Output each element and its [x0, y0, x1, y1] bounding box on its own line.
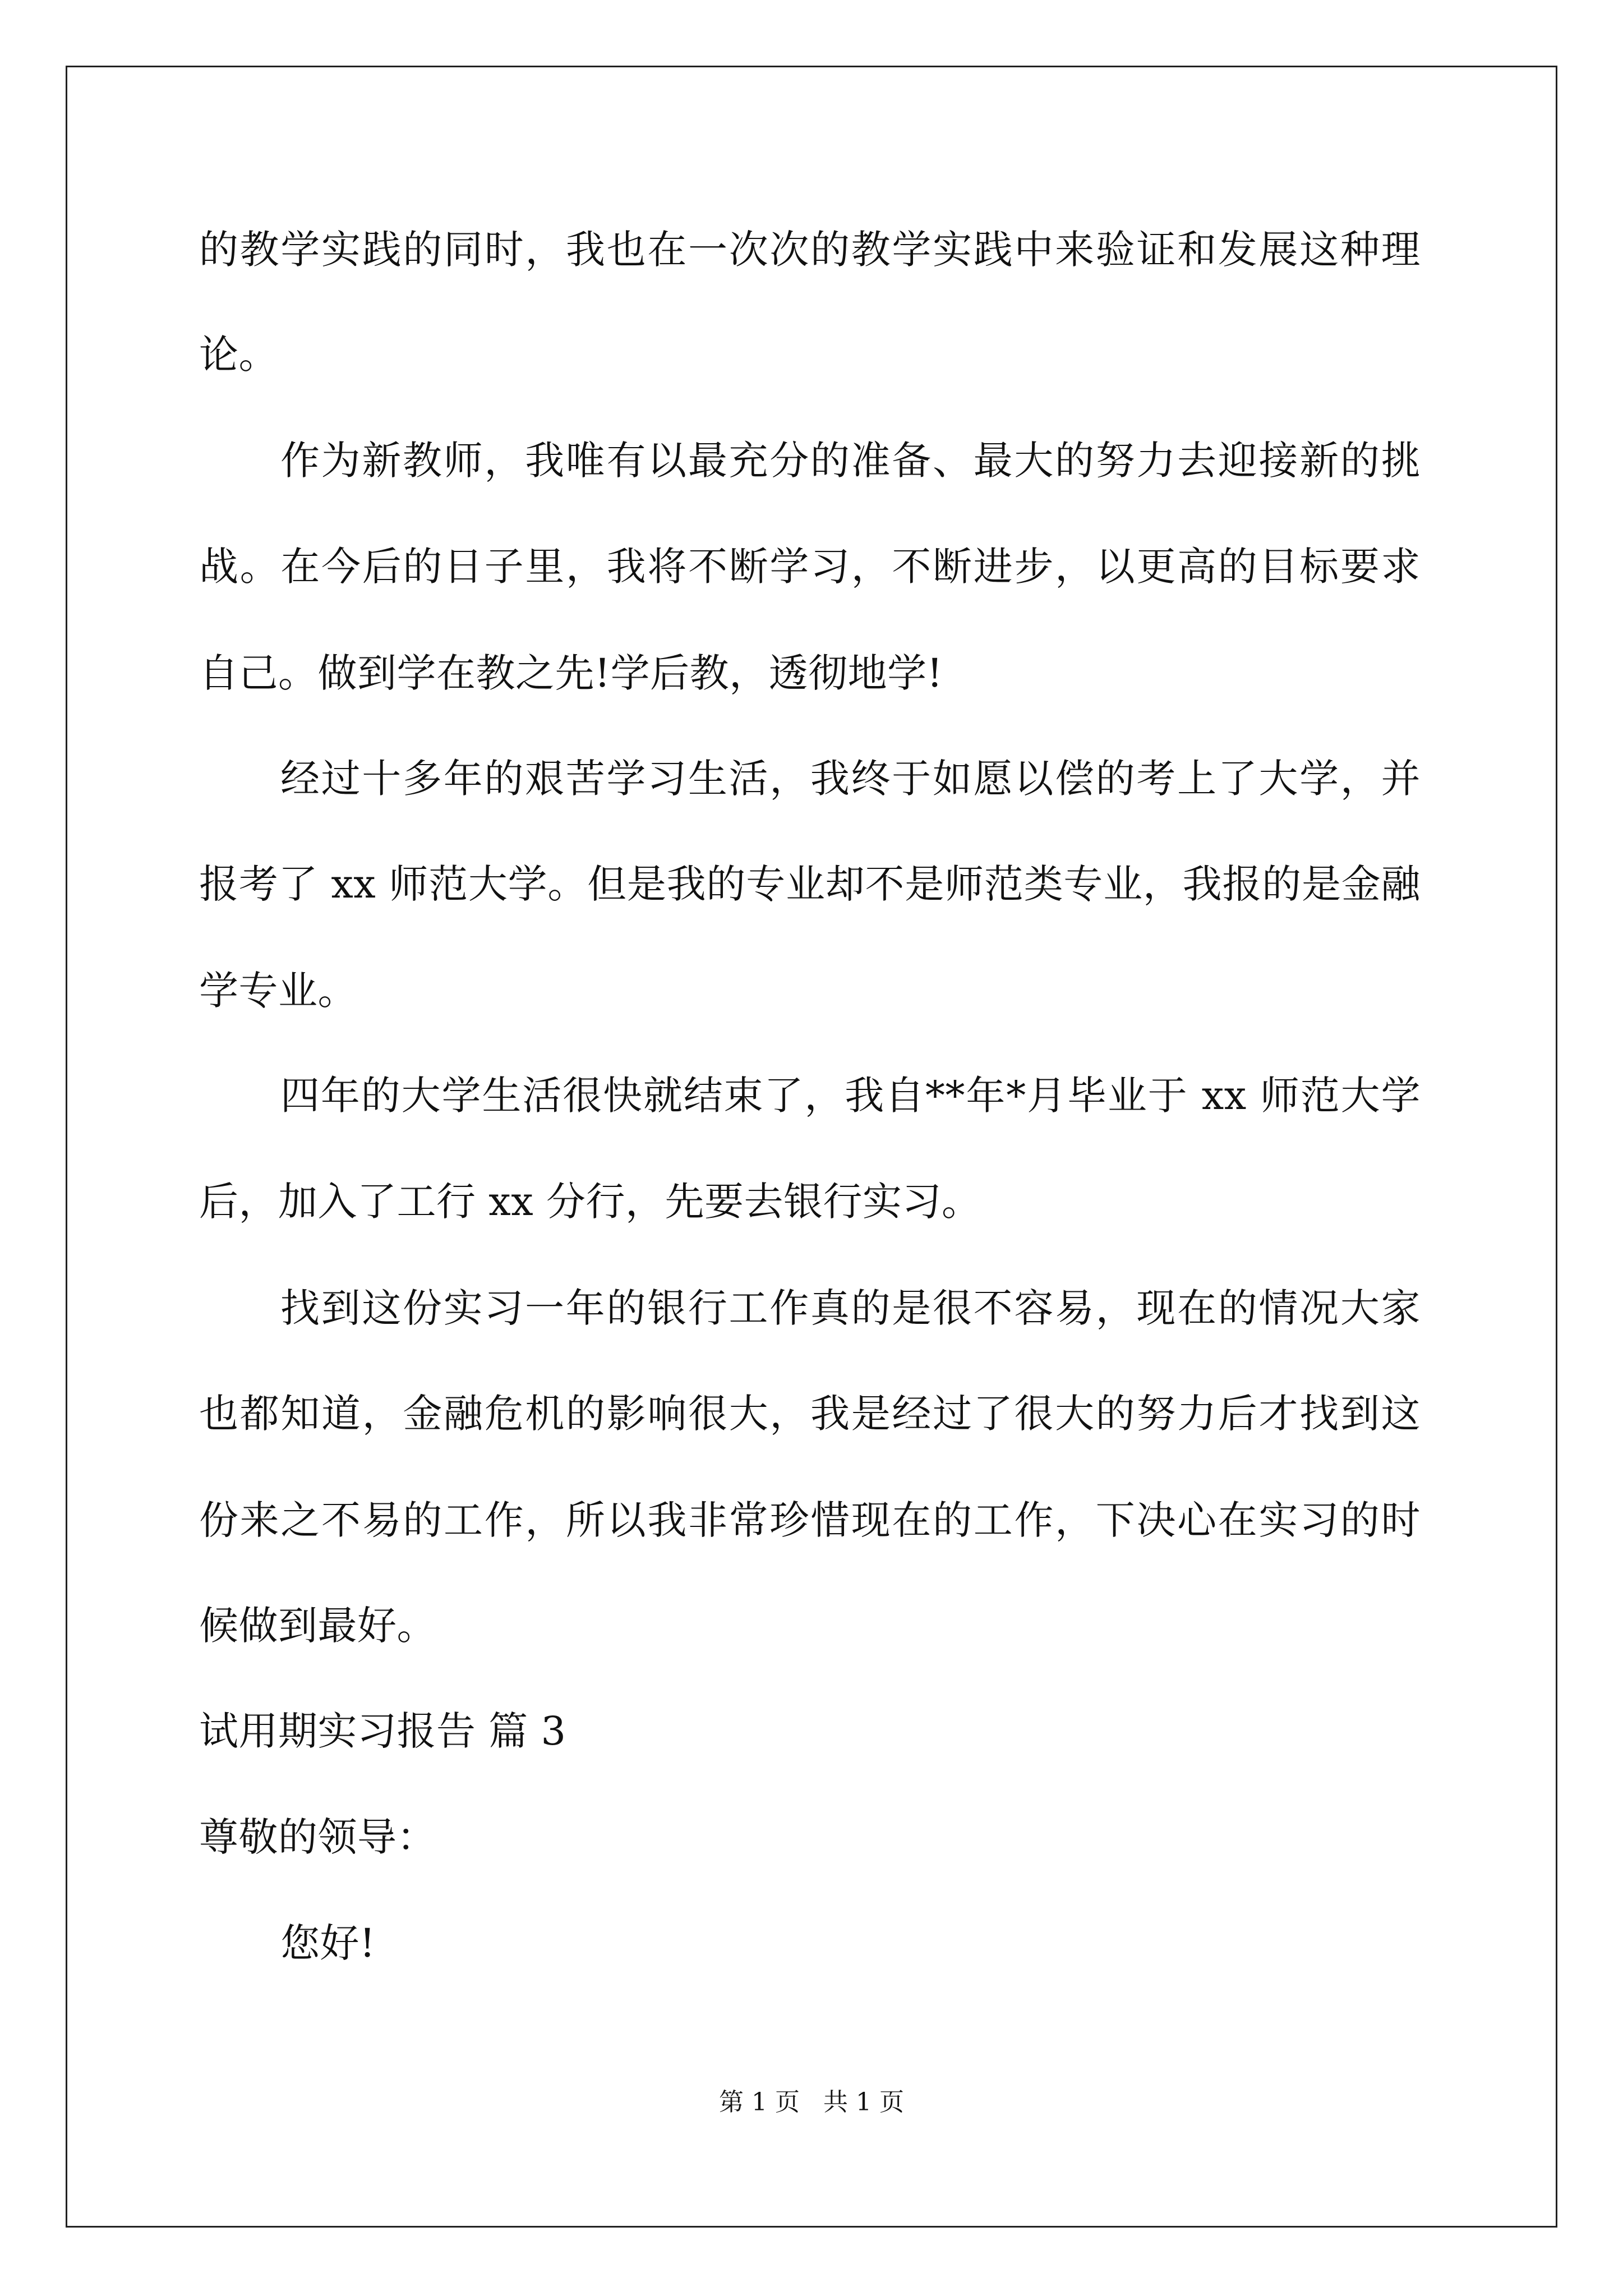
paragraph-line: 份来之不易的工作，所以我非常珍惜现在的工作，下决心在实习的时 [199, 1497, 1421, 1543]
paragraph-line: 后，加入了工行 xx 分行，先要去银行实习。 [199, 1179, 981, 1225]
paragraph-line: 战。在今后的日子里，我将不断学习，不断进步，以更高的目标要求 [199, 544, 1421, 590]
paragraph-line: 学专业。 [199, 968, 357, 1014]
paragraph-line: 也都知道，金融危机的影响很大，我是经过了很大的努力后才找到这 [199, 1391, 1421, 1437]
page-footer: 第 1 页 共 1 页 [719, 2088, 904, 2116]
paragraph-line: 候做到最好。 [199, 1603, 436, 1649]
paragraph-line: 报考了 xx 师范大学。但是我的专业却不是师范类专业，我报的是金融 [199, 861, 1421, 907]
paragraph-line: 经过十多年的艰苦学习生活，我终于如愿以偿的考上了大学，并 [280, 756, 1421, 802]
section-heading: 试用期实习报告 篇 3 [199, 1708, 566, 1754]
page-border [66, 66, 1557, 2228]
paragraph-line: 四年的大学生活很快就结束了，我自**年*月毕业于 xx 师范大学 [280, 1073, 1421, 1119]
paragraph-line: 的教学实践的同时，我也在一次次的教学实践中来验证和发展这种理 [199, 227, 1421, 273]
paragraph-line: 作为新教师，我唯有以最充分的准备、最大的努力去迎接新的挑 [280, 438, 1421, 484]
paragraph-line: 自己。做到学在教之先!学后教，透彻地学! [199, 650, 943, 696]
paragraph-line: 找到这份实习一年的银行工作真的是很不容易，现在的情况大家 [280, 1285, 1421, 1331]
greeting: 您好! [280, 1920, 376, 1966]
paragraph-line: 论。 [199, 332, 278, 378]
salutation: 尊敬的领导： [199, 1814, 436, 1860]
